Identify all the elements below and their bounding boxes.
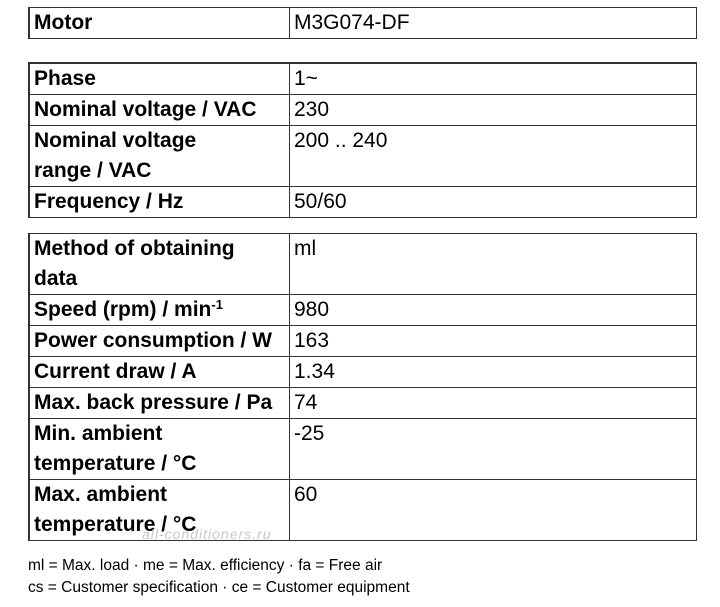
table-row bbox=[29, 419, 697, 480]
watermark: all-conditioners.ru bbox=[142, 526, 272, 542]
nominal-voltage-label: Nominal voltage / VAC bbox=[29, 95, 290, 126]
voltage-range-label-line1: Nominal voltage bbox=[34, 129, 197, 152]
table-row bbox=[29, 480, 697, 541]
min-ambient-label bbox=[29, 419, 290, 480]
speed-label bbox=[29, 295, 290, 326]
current-draw-value: 1.34 bbox=[290, 357, 697, 388]
footnote-customer: cs = Customer specification · ce = Customer equipment bbox=[28, 579, 410, 596]
frequency-label: Frequency / Hz bbox=[29, 187, 290, 218]
performance-table bbox=[28, 233, 697, 541]
table-row bbox=[29, 295, 697, 326]
table-row bbox=[29, 234, 697, 295]
nominal-voltage-value: 230 bbox=[290, 95, 697, 126]
voltage-range-value: 200 .. 240 bbox=[290, 126, 697, 187]
table-row bbox=[29, 187, 697, 218]
current-draw-label: Current draw / A bbox=[29, 357, 290, 388]
back-pressure-label: Max. back pressure / Pa bbox=[29, 388, 290, 419]
min-ambient-label-line2: temperature / °C bbox=[34, 452, 197, 475]
speed-label-text: Speed (rpm) / min bbox=[34, 298, 212, 321]
motor-value: M3G074-DF bbox=[290, 8, 697, 39]
voltage-range-label bbox=[29, 126, 290, 187]
max-ambient-label-line2: temperature / °C bbox=[34, 513, 197, 536]
power-consumption-value: 163 bbox=[290, 326, 697, 357]
table-row bbox=[29, 8, 697, 39]
table-row bbox=[29, 388, 697, 419]
method-value: ml bbox=[290, 234, 697, 295]
table-row bbox=[29, 95, 697, 126]
motor-table bbox=[28, 7, 697, 39]
min-ambient-value: -25 bbox=[290, 419, 697, 480]
phase-label: Phase bbox=[29, 63, 290, 95]
electrical-table bbox=[28, 62, 697, 218]
table-row bbox=[29, 63, 697, 95]
table-row bbox=[29, 357, 697, 388]
method-label bbox=[29, 234, 290, 295]
back-pressure-value: 74 bbox=[290, 388, 697, 419]
frequency-value: 50/60 bbox=[290, 187, 697, 218]
method-label-line1: Method of obtaining bbox=[34, 237, 235, 260]
motor-label: Motor bbox=[29, 8, 290, 39]
speed-label-exponent: -1 bbox=[211, 297, 223, 312]
min-ambient-label-line1: Min. ambient bbox=[34, 422, 163, 445]
footnote-abbreviations: ml = Max. load · me = Max. efficiency · fa = Free air bbox=[28, 557, 383, 574]
speed-value: 980 bbox=[290, 295, 697, 326]
power-consumption-label: Power consumption / W bbox=[29, 326, 290, 357]
table-row bbox=[29, 126, 697, 187]
max-ambient-value: 60 bbox=[290, 480, 697, 541]
table-row bbox=[29, 326, 697, 357]
voltage-range-label-line2: range / VAC bbox=[34, 159, 152, 182]
method-label-line2: data bbox=[34, 267, 78, 290]
max-ambient-label-line1: Max. ambient bbox=[34, 483, 168, 506]
phase-value: 1~ bbox=[290, 63, 697, 95]
